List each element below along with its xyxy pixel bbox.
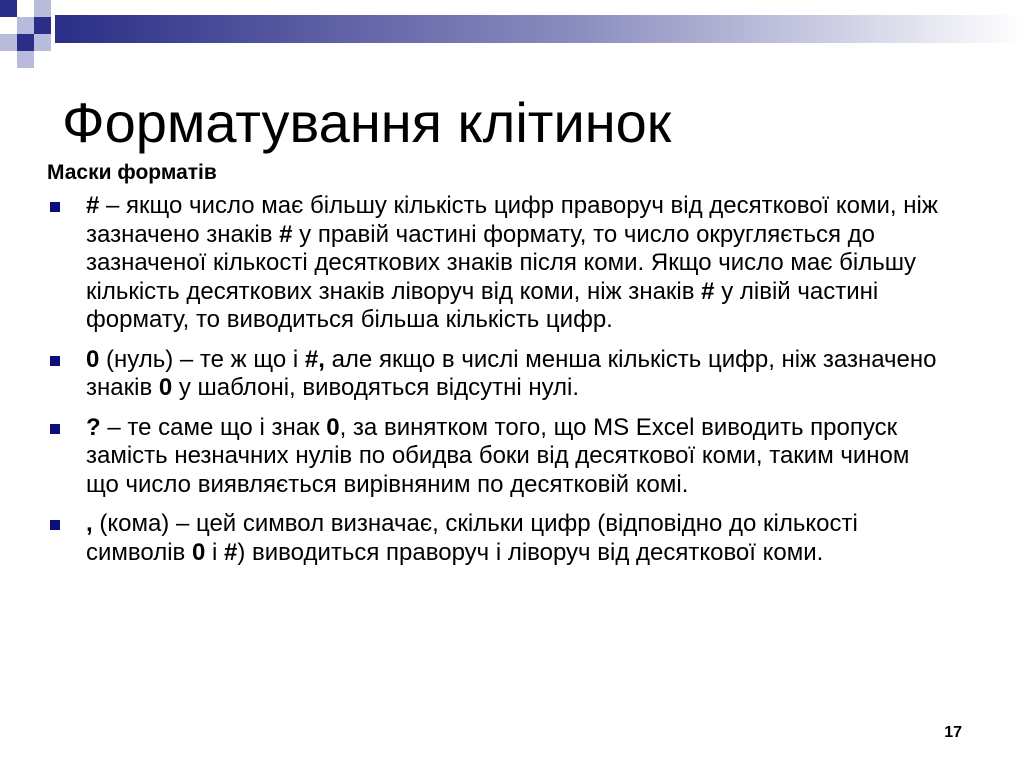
list-item: [48, 192, 948, 335]
list-item: [48, 510, 948, 567]
item-text: (кома) – цей символ визначає, скільки цифр (відповідно до кількості символів: [86, 510, 858, 566]
format-symbol: 0: [86, 345, 100, 373]
square-bullet-icon: [50, 202, 60, 212]
square-bullet-icon: [50, 356, 60, 366]
format-symbol: 0: [326, 413, 340, 441]
square-bullet-icon: [50, 520, 60, 530]
item-text: у лівій частині формату, то виводиться більша кількість цифр.: [86, 277, 879, 333]
format-mask-list: [48, 192, 948, 578]
list-item: [48, 346, 948, 403]
format-symbol: #,: [304, 345, 325, 373]
format-symbol: 0: [191, 538, 206, 566]
list-item: [48, 414, 948, 500]
item-text: і: [205, 538, 224, 566]
format-symbol: #: [86, 192, 100, 219]
format-symbol: ,: [86, 510, 93, 537]
page-number: 17: [944, 724, 962, 741]
header-decoration: [0, 0, 1024, 70]
format-symbol: #: [224, 538, 238, 566]
format-symbol: ?: [86, 413, 101, 441]
item-text: ) виводиться праворуч і ліворуч від десяткової коми.: [237, 538, 824, 566]
item-text: у правій частині формату, то число округляється до зазначеної кількості десяткових знаків після коми. Якщо число має більшу кількість десяткових знаків ліворуч від коми, ніж знаків: [86, 220, 917, 305]
square-bullet-icon: [50, 424, 60, 434]
format-symbol: #: [701, 277, 715, 305]
slide-title: Форматування клітинок: [62, 91, 672, 154]
item-text: – те саме що і знак: [100, 413, 327, 441]
item-text: у шаблоні, виводяться відсутні нулі.: [172, 374, 580, 401]
item-text: , за винятком того, що MS Excel виводить пропуск замість незначних нулів по обидва боки від десяткової коми, таким чином що число виявляється вирівняним по десятковій комі.: [86, 413, 910, 498]
format-symbol: #: [279, 220, 293, 248]
format-symbol: 0: [158, 374, 173, 401]
item-text: – якщо число має більшу кількість цифр праворуч від десяткової коми, ніж зазначено знаків: [86, 192, 938, 248]
item-text: (нуль) – те ж що і: [99, 345, 305, 373]
section-heading: Маски форматів: [47, 161, 217, 184]
item-text: але якщо в числі менша кількість цифр, ніж зазначено знаків: [86, 345, 937, 401]
